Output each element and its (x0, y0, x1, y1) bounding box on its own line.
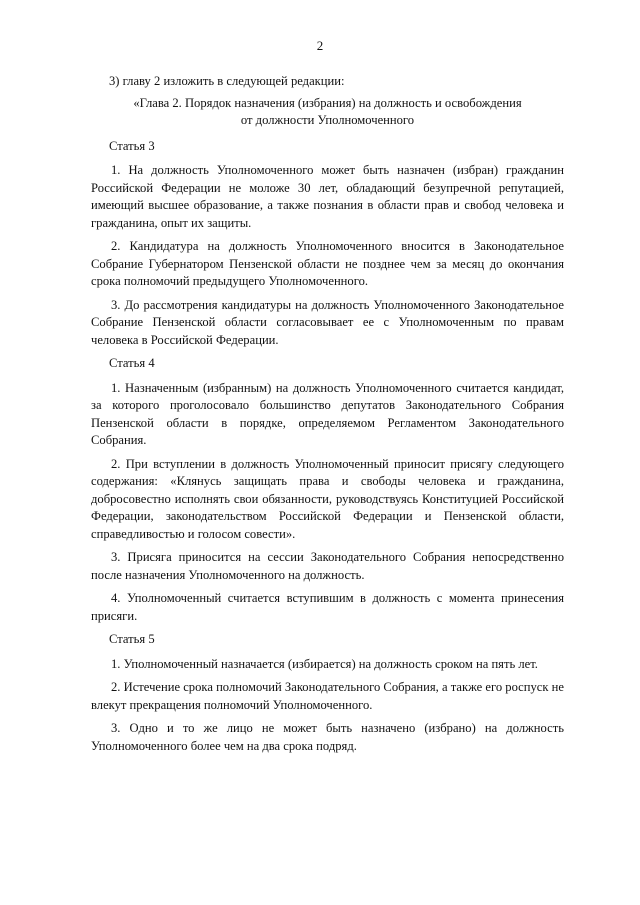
chapter-heading-line: от должности Уполномоченного (240, 113, 415, 127)
article-paragraph: 4. Уполномоченный считается вступившим в должность с момента принесения присяги. (91, 591, 564, 623)
article-title: Статья 5 (109, 632, 155, 646)
chapter-heading-line: «Глава 2. Порядок назначения (избрания) на должность и освобождения (133, 95, 522, 110)
article-paragraph: 3. Одно и то же лицо не может быть назначено (избрано) на должность Уполномоченного более чем на два срока подряд. (91, 721, 564, 753)
document-body (91, 73, 564, 761)
article-paragraph: 1. Назначенным (избранным) на должность Уполномоченного считается кандидат, за которого проголосовало большинство депутатов Законодательного Собрания Пензенской области в порядке, определяемом Регламентом Законодательного Собрания. (91, 380, 564, 447)
article-paragraph: 1. На должность Уполномоченного может быть назначен (избран) гражданин Российской Федерации не моложе 30 лет, обладающий безупречной репутацией, имеющий высшее образование, а также познания в области прав и свобод человека и гражданина, опыт их защиты. (91, 163, 564, 230)
amendment-intro: 3) главу 2 изложить в следующей редакции: (109, 74, 345, 88)
chapter-heading (91, 95, 564, 130)
page-number: 2 (316, 38, 324, 53)
article-paragraph: 2. При вступлении в должность Уполномоченный приносит присягу следующего содержания: «Клянусь защищать права и свободы человека и гражданина, добросовестно исполнять свои обязанности, руководствуясь Конституцией Российской Федерации, законодательством Российской Федерации и Пензенской области, справедливостью и голосом совести». (91, 456, 564, 541)
article-paragraph: 1. Уполномоченный назначается (избирается) на должность сроком на пять лет. (111, 656, 538, 671)
article-paragraph: 3. До рассмотрения кандидатуры на должность Уполномоченного Законодательное Собрание Пензенской области согласовывает ее с Уполномоченным по правам человека в Российской Федерации. (91, 297, 564, 347)
article-paragraph: 3. Присяга приносится на сессии Законодательного Собрания непосредственно после назначения Уполномоченного на должность. (91, 550, 564, 582)
article-paragraph: 2. Истечение срока полномочий Законодательного Собрания, а также его роспуск не влекут прекращения полномочий Уполномоченного. (91, 680, 564, 712)
article-paragraph: 2. Кандидатура на должность Уполномоченного вносится в Законодательное Собрание Губернатором Пензенской области не позднее чем за месяц до окончания срока полномочий предыдущего Уполномоченного. (91, 239, 564, 288)
article-title: Статья 3 (109, 138, 155, 153)
article-title: Статья 4 (109, 356, 155, 370)
